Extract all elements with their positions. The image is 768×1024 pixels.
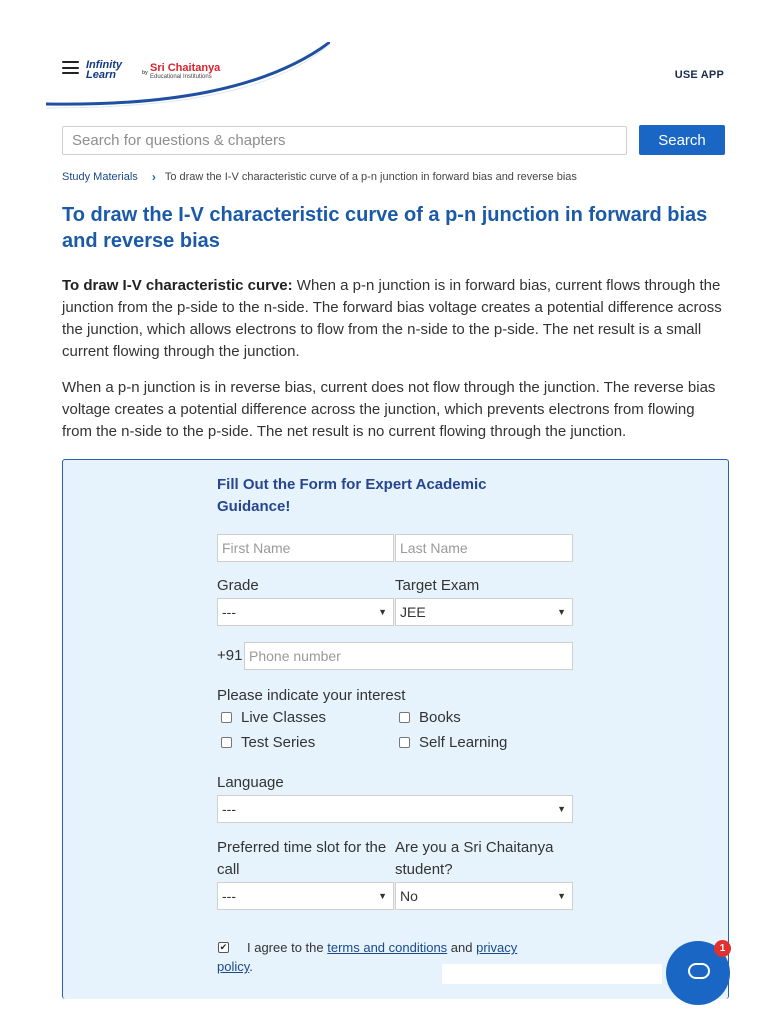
timeslot-label: Preferred time slot for the call	[217, 839, 387, 878]
search-input[interactable]	[62, 126, 627, 155]
grade-select-value: ---	[222, 604, 236, 620]
timeslot-select-value: ---	[222, 888, 236, 904]
interest-books[interactable]	[399, 709, 461, 726]
interest-label-text: Self Learning	[419, 734, 508, 751]
checkbox-icon[interactable]	[221, 737, 232, 748]
student-question-label: Are you a Sri Chaitanya student?	[395, 839, 554, 878]
first-name-field[interactable]	[217, 534, 394, 562]
interest-live-classes[interactable]	[221, 709, 326, 726]
timeslot-select[interactable]	[217, 882, 394, 910]
lead-form	[62, 459, 729, 999]
interest-label: Please indicate your interest	[217, 687, 406, 704]
logo-infinity-text: Infinity Learn	[86, 59, 123, 81]
terms-link[interactable]: terms and conditions	[327, 940, 448, 955]
paragraph-body: When a p-n junction is in forward bias, current flows through the junction from the p-side to the n-side. The forward bias voltage creates a potential difference across the junction, which allows electrons to flow from the n-side to the p-side. The net result is a small current flowing through the junction.	[62, 277, 722, 360]
agree-suffix: .	[249, 959, 253, 974]
interest-label-text: Books	[419, 709, 461, 726]
language-label: Language	[217, 774, 284, 791]
form-heading: Fill Out the Form for Expert Academic Guidance!	[217, 476, 487, 515]
language-select[interactable]	[217, 795, 573, 823]
chevron-right-icon: ›	[151, 170, 156, 184]
interest-label-text: Test Series	[241, 734, 316, 751]
dropdown-caret-icon: ▼	[378, 891, 387, 901]
language-select-value: ---	[222, 801, 236, 817]
target-exam-select-value: JEE	[400, 604, 426, 620]
breadcrumb-current: To draw the I-V characteristic curve of a p-n junction in forward bias and reverse bias	[164, 171, 577, 183]
menu-icon[interactable]	[62, 61, 79, 74]
logo-by-text: by	[142, 70, 148, 76]
header-logo-card	[46, 42, 330, 108]
logo-brand-sub-text: Educational Institutions	[150, 74, 212, 80]
sri-chaitanya-logo	[150, 63, 220, 81]
agree-and: and	[447, 940, 477, 955]
agree-prefix: I agree to the	[247, 940, 328, 955]
checkbox-icon[interactable]	[221, 712, 232, 723]
chat-notification-badge: 1	[714, 940, 731, 957]
dropdown-caret-icon: ▼	[557, 804, 566, 814]
dropdown-caret-icon: ▼	[557, 607, 566, 617]
phone-prefix: +91	[217, 647, 243, 664]
paragraph-lead: To draw I-V characteristic curve:	[62, 277, 293, 294]
page-title: To draw the I-V characteristic curve of a p-n junction in forward bias and reverse bias	[62, 204, 708, 252]
bottom-overlay-strip	[442, 964, 662, 984]
breadcrumb	[62, 170, 577, 184]
student-select[interactable]	[395, 882, 573, 910]
dropdown-caret-icon: ▼	[557, 891, 566, 901]
article-paragraph-2: When a p-n junction is in reverse bias, current does not flow through the junction. The reverse bias voltage creates a potential difference across the junction, which prevents electrons from flowing from the n-side to the p-side. The net result is no current flowing through the junction.	[62, 379, 716, 440]
interest-label-text: Live Classes	[241, 709, 327, 726]
student-select-value: No	[400, 888, 418, 904]
dropdown-caret-icon: ▼	[378, 607, 387, 617]
checkbox-icon[interactable]	[399, 737, 410, 748]
target-exam-label: Target Exam	[395, 577, 480, 594]
grade-label: Grade	[217, 577, 259, 594]
chat-bubble-icon	[688, 963, 710, 979]
target-exam-select[interactable]	[395, 598, 573, 626]
breadcrumb-study-materials[interactable]: Study Materials	[62, 171, 138, 183]
infinity-learn-logo[interactable]	[86, 59, 148, 81]
phone-number-field[interactable]	[244, 642, 573, 670]
interest-self-learning[interactable]	[399, 734, 507, 751]
checkmark-icon: ✔	[219, 942, 228, 952]
grade-select[interactable]	[217, 598, 394, 626]
article-paragraph-1	[62, 275, 726, 363]
logo-brand-text: Sri Chaitanya	[150, 62, 221, 74]
last-name-field[interactable]	[395, 534, 573, 562]
interest-test-series[interactable]	[221, 734, 315, 751]
site-header	[46, 42, 726, 110]
lead-form-inner	[217, 474, 575, 974]
use-app-link[interactable]: USE APP	[674, 69, 724, 81]
privacy-policy-link[interactable]: privacy policy	[217, 940, 518, 974]
checkbox-icon[interactable]	[399, 712, 410, 723]
search-button[interactable]: Search	[639, 125, 725, 155]
